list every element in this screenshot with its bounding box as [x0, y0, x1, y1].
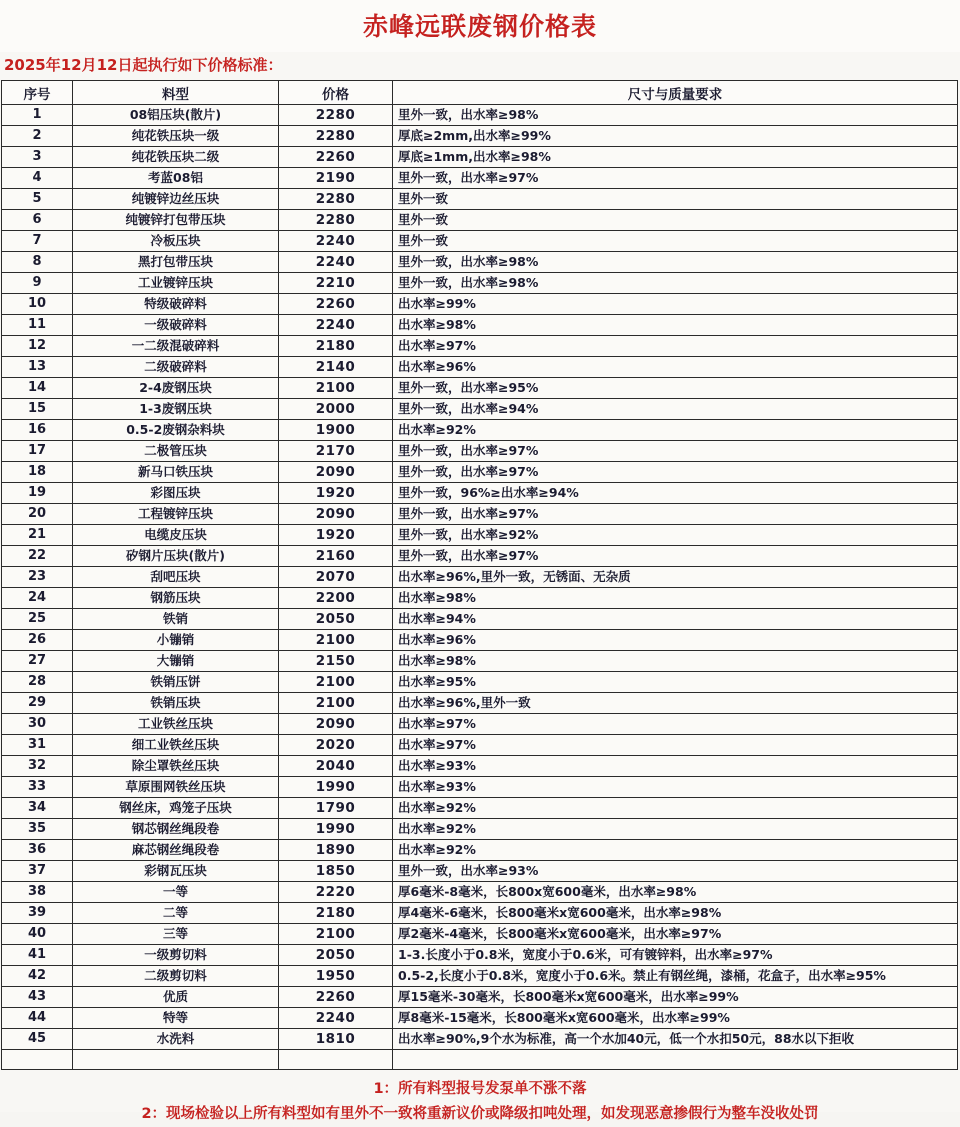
column-header-spec: 尺寸与质量要求	[393, 81, 958, 105]
cell-material-name: 钢丝床，鸡笼子压块	[73, 798, 279, 819]
cell-price: 1810	[279, 1029, 393, 1050]
cell-material-name: 小镚销	[73, 630, 279, 651]
cell-material-name: 工业铁丝压块	[73, 714, 279, 735]
cell-serial-no: 29	[2, 693, 73, 714]
table-row	[2, 861, 958, 882]
cell-price: 2050	[279, 945, 393, 966]
table-row	[2, 609, 958, 630]
table-row	[2, 588, 958, 609]
cell-serial-no: 4	[2, 168, 73, 189]
cell-serial-no: 2	[2, 126, 73, 147]
table-row	[2, 966, 958, 987]
cell-spec: 出水率≥98%	[393, 588, 958, 609]
cell-price: 2210	[279, 273, 393, 294]
cell-price: 2280	[279, 210, 393, 231]
cell-price: 2090	[279, 462, 393, 483]
cell-serial-no: 37	[2, 861, 73, 882]
table-row	[2, 1008, 958, 1029]
table-row	[2, 483, 958, 504]
cell-material-name: 纯花铁压块一级	[73, 126, 279, 147]
cell-serial-no: 14	[2, 378, 73, 399]
cell-price: 1890	[279, 840, 393, 861]
cell-serial-no: 6	[2, 210, 73, 231]
table-row	[2, 819, 958, 840]
cell-serial-no: 45	[2, 1029, 73, 1050]
cell-serial-no: 21	[2, 525, 73, 546]
cell-spec: 出水率≥98%	[393, 315, 958, 336]
cell-serial-no: 36	[2, 840, 73, 861]
table-row	[2, 1029, 958, 1050]
cell-price: 1850	[279, 861, 393, 882]
cell-material-name: 特等	[73, 1008, 279, 1029]
cell-material-name: 新马口铁压块	[73, 462, 279, 483]
cell-price: 2070	[279, 567, 393, 588]
cell-price: 2220	[279, 882, 393, 903]
table-row	[2, 336, 958, 357]
cell-material-name: 优质	[73, 987, 279, 1008]
cell-serial-no: 12	[2, 336, 73, 357]
cell-serial-no: 8	[2, 252, 73, 273]
cell-serial-no: 22	[2, 546, 73, 567]
cell-serial-no: 18	[2, 462, 73, 483]
cell-material-name: 水洗料	[73, 1029, 279, 1050]
cell-material-name: 一二级混破碎料	[73, 336, 279, 357]
cell-spec: 出水率≥92%	[393, 420, 958, 441]
table-row	[2, 756, 958, 777]
cell-material-name: 一等	[73, 882, 279, 903]
table-row	[2, 294, 958, 315]
cell-price: 2000	[279, 399, 393, 420]
cell-spec: 里外一致，出水率≥93%	[393, 861, 958, 882]
column-header-price: 价格	[279, 81, 393, 105]
cell-price: 2260	[279, 294, 393, 315]
cell-material-name: 二极管压块	[73, 441, 279, 462]
cell-material-name: 2-4废钢压块	[73, 378, 279, 399]
cell-material-name: 钢筋压块	[73, 588, 279, 609]
cell-material-name: 铁销	[73, 609, 279, 630]
cell-spec: 里外一致，出水率≥95%	[393, 378, 958, 399]
cell-spec: 出水率≥92%	[393, 840, 958, 861]
table-row	[2, 882, 958, 903]
cell-serial-no: 43	[2, 987, 73, 1008]
table-row	[2, 273, 958, 294]
cell-serial-no: 39	[2, 903, 73, 924]
cell-material-name: 一级破碎料	[73, 315, 279, 336]
cell-price: 1950	[279, 966, 393, 987]
footer-note-1: 1：所有料型报号发泵单不涨不落	[373, 1081, 587, 1097]
cell-spec: 里外一致，出水率≥98%	[393, 273, 958, 294]
table-row	[2, 903, 958, 924]
table-row	[2, 798, 958, 819]
cell-material-name: 电缆皮压块	[73, 525, 279, 546]
footer-note-2: 2：现场检验以上所有料型如有里外不一致将重新议价或降级扣吨处理，如发现恶意掺假行为整车没收处罚	[141, 1106, 819, 1122]
cell-material-name: 工业镀锌压块	[73, 273, 279, 294]
cell-serial-no: 13	[2, 357, 73, 378]
cell-serial-no: 17	[2, 441, 73, 462]
cell-serial-no: 23	[2, 567, 73, 588]
table-row	[2, 189, 958, 210]
cell-spec: 里外一致，出水率≥97%	[393, 168, 958, 189]
cell-spec: 厚8毫米-15毫米，长800毫米x宽600毫米，出水率≥99%	[393, 1008, 958, 1029]
column-header-no: 序号	[2, 81, 73, 105]
cell-price: 2280	[279, 126, 393, 147]
cell-material-name: 考蓝08铝	[73, 168, 279, 189]
cell-serial-no: 9	[2, 273, 73, 294]
cell-serial-no: 40	[2, 924, 73, 945]
cell-material-name: 纯镀锌打包带压块	[73, 210, 279, 231]
table-row	[2, 714, 958, 735]
cell-serial-no: 25	[2, 609, 73, 630]
cell-price: 2240	[279, 315, 393, 336]
table-row	[2, 420, 958, 441]
cell-material-name: 二级破碎料	[73, 357, 279, 378]
table-row	[2, 840, 958, 861]
cell-material-name: 一级剪切料	[73, 945, 279, 966]
cell-spec: 出水率≥97%	[393, 336, 958, 357]
cell-spec: 里外一致，96%≥出水率≥94%	[393, 483, 958, 504]
cell-material-name: 大镚销	[73, 651, 279, 672]
cell-spec: 出水率≥99%	[393, 294, 958, 315]
cell-price: 1920	[279, 525, 393, 546]
table-row	[2, 546, 958, 567]
cell-price: 2150	[279, 651, 393, 672]
cell-price: 2100	[279, 693, 393, 714]
table-row	[2, 651, 958, 672]
cell-spec: 里外一致	[393, 210, 958, 231]
cell-spec	[393, 1050, 958, 1070]
table-row	[2, 378, 958, 399]
table-row	[2, 210, 958, 231]
cell-material-name: 刮吧压块	[73, 567, 279, 588]
table-row	[2, 252, 958, 273]
cell-price: 2100	[279, 672, 393, 693]
cell-serial-no: 28	[2, 672, 73, 693]
header-row	[2, 81, 958, 105]
table-row	[2, 735, 958, 756]
cell-spec: 1-3.长度小于0.8米，宽度小于0.6米，可有镀锌料，出水率≥97%	[393, 945, 958, 966]
cell-serial-no: 20	[2, 504, 73, 525]
cell-price: 1990	[279, 819, 393, 840]
cell-spec: 出水率≥92%	[393, 798, 958, 819]
cell-price: 2190	[279, 168, 393, 189]
table-row	[2, 987, 958, 1008]
cell-serial-no: 35	[2, 819, 73, 840]
table-row	[2, 777, 958, 798]
cell-material-name	[73, 1050, 279, 1070]
cell-material-name: 除尘罩铁丝压块	[73, 756, 279, 777]
cell-material-name: 三等	[73, 924, 279, 945]
cell-price: 2240	[279, 252, 393, 273]
cell-price: 2180	[279, 336, 393, 357]
cell-material-name: 0.5-2废钢杂料块	[73, 420, 279, 441]
cell-spec: 里外一致，出水率≥97%	[393, 504, 958, 525]
table-body	[2, 105, 958, 1070]
cell-serial-no: 34	[2, 798, 73, 819]
cell-spec: 厚4毫米-6毫米，长800毫米x宽600毫米，出水率≥98%	[393, 903, 958, 924]
table-row	[2, 126, 958, 147]
cell-price: 2140	[279, 357, 393, 378]
cell-serial-no: 33	[2, 777, 73, 798]
cell-price: 2180	[279, 903, 393, 924]
cell-price: 2280	[279, 189, 393, 210]
cell-price: 2100	[279, 378, 393, 399]
cell-material-name: 纯镀锌边丝压块	[73, 189, 279, 210]
table-row	[2, 315, 958, 336]
cell-serial-no: 42	[2, 966, 73, 987]
cell-spec: 里外一致	[393, 231, 958, 252]
cell-serial-no: 41	[2, 945, 73, 966]
cell-price: 1920	[279, 483, 393, 504]
table-row	[2, 504, 958, 525]
cell-serial-no: 31	[2, 735, 73, 756]
table-row	[2, 525, 958, 546]
cell-spec: 出水率≥97%	[393, 735, 958, 756]
cell-spec: 出水率≥96%,里外一致，无锈面、无杂质	[393, 567, 958, 588]
cell-spec: 里外一致，出水率≥92%	[393, 525, 958, 546]
table-row	[2, 924, 958, 945]
cell-price: 1990	[279, 777, 393, 798]
cell-spec: 出水率≥96%	[393, 357, 958, 378]
cell-material-name: 彩图压块	[73, 483, 279, 504]
cell-spec: 厚6毫米-8毫米，长800x宽600毫米，出水率≥98%	[393, 882, 958, 903]
cell-serial-no: 32	[2, 756, 73, 777]
cell-material-name: 铁销压块	[73, 693, 279, 714]
cell-spec: 出水率≥97%	[393, 714, 958, 735]
cell-spec: 里外一致，出水率≥97%	[393, 462, 958, 483]
table-row	[2, 147, 958, 168]
cell-price: 2040	[279, 756, 393, 777]
cell-spec: 里外一致，出水率≥97%	[393, 546, 958, 567]
cell-price: 1790	[279, 798, 393, 819]
cell-price: 2240	[279, 231, 393, 252]
cell-material-name: 细工业铁丝压块	[73, 735, 279, 756]
table-row	[2, 945, 958, 966]
cell-material-name: 二等	[73, 903, 279, 924]
cell-spec: 出水率≥95%	[393, 672, 958, 693]
cell-material-name: 彩钢瓦压块	[73, 861, 279, 882]
cell-spec: 出水率≥93%	[393, 756, 958, 777]
cell-serial-no: 44	[2, 1008, 73, 1029]
cell-price: 2100	[279, 630, 393, 651]
table-row	[2, 168, 958, 189]
table-row	[2, 441, 958, 462]
cell-price	[279, 1050, 393, 1070]
cell-spec: 出水率≥96%	[393, 630, 958, 651]
cell-spec: 0.5-2,长度小于0.8米，宽度小于0.6米。禁止有钢丝绳，漆桶，花盒子，出水率≥95%	[393, 966, 958, 987]
cell-price: 2260	[279, 987, 393, 1008]
cell-serial-no: 16	[2, 420, 73, 441]
table-row	[2, 672, 958, 693]
cell-serial-no	[2, 1050, 73, 1070]
cell-price: 1900	[279, 420, 393, 441]
cell-spec: 出水率≥96%,里外一致	[393, 693, 958, 714]
cell-material-name: 黑打包带压块	[73, 252, 279, 273]
cell-serial-no: 11	[2, 315, 73, 336]
table-header	[2, 81, 958, 105]
page-title: 赤峰远联废钢价格表	[0, 0, 960, 52]
cell-spec: 里外一致，出水率≥98%	[393, 105, 958, 126]
cell-spec: 里外一致，出水率≥97%	[393, 441, 958, 462]
cell-price: 2260	[279, 147, 393, 168]
cell-price: 2200	[279, 588, 393, 609]
cell-spec: 出水率≥93%	[393, 777, 958, 798]
cell-spec: 里外一致，出水率≥94%	[393, 399, 958, 420]
cell-spec: 出水率≥92%	[393, 819, 958, 840]
cell-serial-no: 5	[2, 189, 73, 210]
cell-material-name: 特级破碎料	[73, 294, 279, 315]
cell-serial-no: 19	[2, 483, 73, 504]
cell-material-name: 二级剪切料	[73, 966, 279, 987]
cell-material-name: 铁销压饼	[73, 672, 279, 693]
cell-material-name: 冷板压块	[73, 231, 279, 252]
table-row	[2, 630, 958, 651]
cell-spec: 厚底≥1mm,出水率≥98%	[393, 147, 958, 168]
cell-material-name: 草原围网铁丝压块	[73, 777, 279, 798]
cell-serial-no: 24	[2, 588, 73, 609]
cell-material-name: 麻芯钢丝绳段卷	[73, 840, 279, 861]
table-row	[2, 1050, 958, 1070]
cell-spec: 出水率≥90%,9个水为标准，高一个水加40元，低一个水扣50元，88水以下拒收	[393, 1029, 958, 1050]
cell-serial-no: 7	[2, 231, 73, 252]
cell-serial-no: 27	[2, 651, 73, 672]
cell-price: 2090	[279, 714, 393, 735]
cell-spec: 厚15毫米-30毫米，长800毫米x宽600毫米，出水率≥99%	[393, 987, 958, 1008]
cell-material-name: 矽钢片压块(散片)	[73, 546, 279, 567]
cell-price: 2020	[279, 735, 393, 756]
cell-spec: 厚2毫米-4毫米，长800毫米x宽600毫米，出水率≥97%	[393, 924, 958, 945]
table-row	[2, 693, 958, 714]
cell-price: 2170	[279, 441, 393, 462]
cell-material-name: 1-3废钢压块	[73, 399, 279, 420]
cell-serial-no: 30	[2, 714, 73, 735]
footer-notes	[0, 1077, 960, 1127]
column-header-name: 料型	[73, 81, 279, 105]
cell-price: 2240	[279, 1008, 393, 1029]
cell-price: 2160	[279, 546, 393, 567]
cell-serial-no: 26	[2, 630, 73, 651]
cell-spec: 出水率≥94%	[393, 609, 958, 630]
cell-spec: 里外一致，出水率≥98%	[393, 252, 958, 273]
cell-material-name: 钢芯钢丝绳段卷	[73, 819, 279, 840]
cell-spec: 里外一致	[393, 189, 958, 210]
cell-spec: 厚底≥2mm,出水率≥99%	[393, 126, 958, 147]
cell-serial-no: 10	[2, 294, 73, 315]
table-row	[2, 567, 958, 588]
table-row	[2, 231, 958, 252]
cell-price: 2100	[279, 924, 393, 945]
cell-price: 2280	[279, 105, 393, 126]
cell-serial-no: 15	[2, 399, 73, 420]
table-row	[2, 105, 958, 126]
cell-material-name: 工程镀锌压块	[73, 504, 279, 525]
effective-date-line: 2025年12月12日起执行如下价格标准：	[4, 56, 283, 74]
table-row	[2, 462, 958, 483]
price-table	[1, 80, 958, 1070]
cell-price: 2090	[279, 504, 393, 525]
cell-price: 2050	[279, 609, 393, 630]
cell-material-name: 纯花铁压块二级	[73, 147, 279, 168]
table-row	[2, 399, 958, 420]
cell-serial-no: 3	[2, 147, 73, 168]
cell-spec: 出水率≥98%	[393, 651, 958, 672]
cell-serial-no: 38	[2, 882, 73, 903]
cell-serial-no: 1	[2, 105, 73, 126]
table-row	[2, 357, 958, 378]
cell-material-name: 08铝压块(散片)	[73, 105, 279, 126]
